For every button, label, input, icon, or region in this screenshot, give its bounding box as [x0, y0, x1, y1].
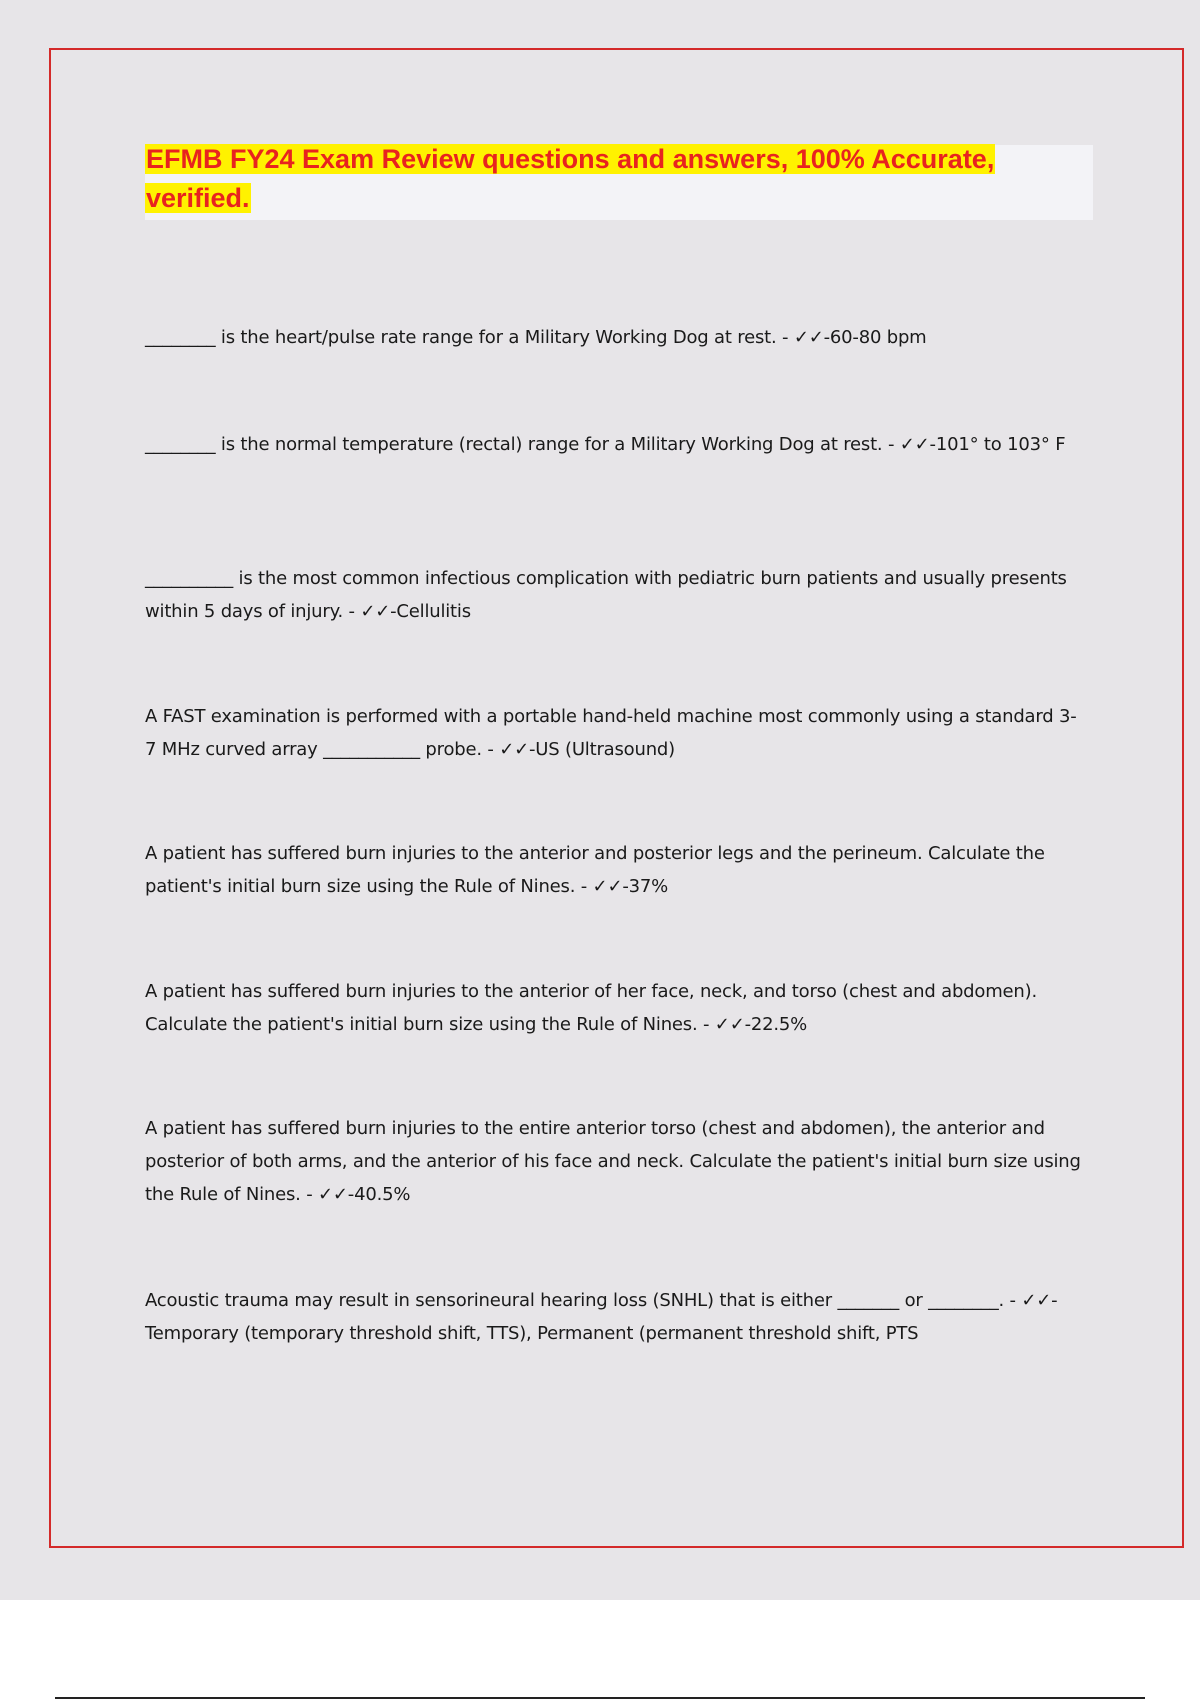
- qa-item-7: A patient has suffered burn injuries to the entire anterior torso (chest and abdomen), the anterior and posterior of both arms, and the anterior of his face and neck. Calculate the patient's initial burn size using the Rule of Nines. - ✓✓-40.5%: [145, 1118, 1081, 1205]
- qa-item-2: ________ is the normal temperature (rectal) range for a Military Working Dog at rest. - ✓✓-101° to 103° F: [145, 434, 1066, 455]
- document-title: [145, 140, 1093, 218]
- title-line-2: verified.: [146, 183, 250, 213]
- title-line-1: EFMB FY24 Exam Review questions and answers, 100% Accurate,: [146, 144, 995, 174]
- qa-item-1: ________ is the heart/pulse rate range for a Military Working Dog at rest. - ✓✓-60-80 bpm: [145, 327, 927, 348]
- qa-item-6: A patient has suffered burn injuries to the anterior of her face, neck, and torso (chest and abdomen). Calculate the patient's initial burn size using the Rule of Nines. - ✓✓-22.5%: [145, 981, 1037, 1035]
- qa-item-3: __________ is the most common infectious complication with pediatric burn patients and usually presents within 5 days of injury. - ✓✓-Cellulitis: [145, 568, 1067, 622]
- qa-item-4: A FAST examination is performed with a portable hand-held machine most commonly using a standard 3-7 MHz curved array ___________ probe. - ✓✓-US (Ultrasound): [145, 706, 1077, 760]
- bottom-divider: [55, 1697, 1145, 1699]
- qa-item-5: A patient has suffered burn injuries to the anterior and posterior legs and the perineum. Calculate the patient's initial burn size using the Rule of Nines. - ✓✓-37%: [145, 843, 1045, 897]
- qa-item-8: Acoustic trauma may result in sensorineural hearing loss (SNHL) that is either _______ or ________. - ✓✓-Temporary (temporary threshold shift, TTS), Permanent (permanent threshold shift, PTS: [145, 1290, 1058, 1344]
